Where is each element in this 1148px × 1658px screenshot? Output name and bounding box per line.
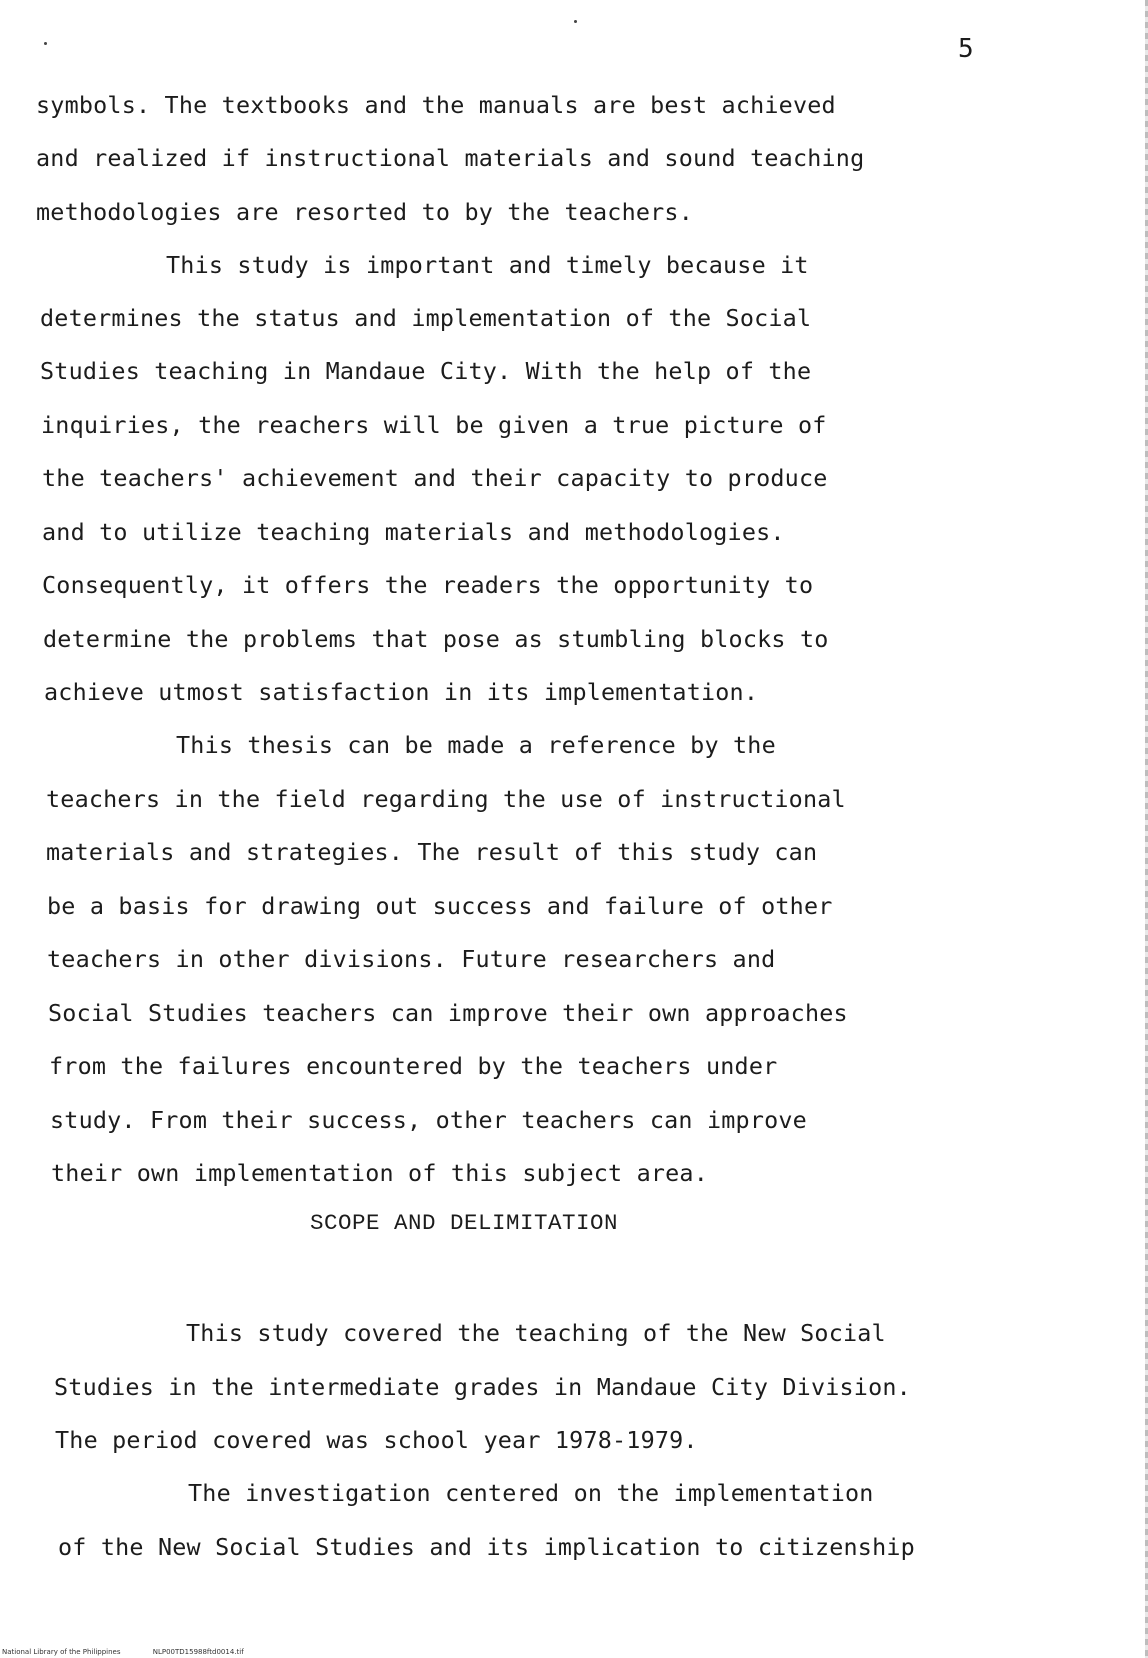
text-line: from the failures encountered by the teachers under (49, 1052, 778, 1080)
section-heading: SCOPE AND DELIMITATION (310, 1210, 619, 1236)
text-line: study. From their success, other teachers can improve (50, 1106, 807, 1134)
footer-library: National Library of the Philippines (2, 1648, 121, 1656)
text-line: Consequently, it offers the readers the opportunity to (42, 571, 814, 599)
text-line: This study is important and timely because it (166, 251, 809, 279)
scan-speck (44, 42, 47, 45)
text-line: achieve utmost satisfaction in its implementation. (44, 678, 759, 706)
scan-footer (2, 1648, 274, 1656)
text-line: This thesis can be made a reference by the (176, 731, 776, 759)
text-line: and to utilize teaching materials and methodologies. (42, 518, 785, 546)
text-line: determine the problems that pose as stumbling blocks to (43, 625, 829, 653)
text-line: be a basis for drawing out success and failure of other (47, 892, 833, 920)
text-line: symbols. The textbooks and the manuals are best achieved (36, 91, 836, 119)
text-line: Social Studies teachers can improve their own approaches (48, 999, 848, 1027)
text-line: their own implementation of this subject area. (51, 1159, 708, 1187)
text-line: This study covered the teaching of the New Social (186, 1319, 886, 1347)
text-line: teachers in other divisions. Future researchers and (47, 945, 776, 973)
text-line: The period covered was school year 1978-1979. (55, 1426, 698, 1454)
page-number: 5 (958, 34, 974, 64)
text-line: methodologies are resorted to by the teachers. (36, 198, 693, 226)
text-line: and realized if instructional materials and sound teaching (36, 144, 865, 172)
text-line: the teachers' achievement and their capacity to produce (42, 464, 828, 492)
scan-speck (574, 20, 577, 23)
text-line: inquiries, the reachers will be given a true picture of (41, 411, 827, 439)
text-line: materials and strategies. The result of this study can (46, 838, 818, 866)
footer-file-id: NLP00TD15988ftd0014.tif (152, 1648, 244, 1656)
text-line: teachers in the field regarding the use of instructional (46, 785, 846, 813)
text-line: Studies in the intermediate grades in Mandaue City Division. (54, 1373, 911, 1401)
text-line: determines the status and implementation of the Social (40, 304, 812, 332)
text-line: of the New Social Studies and its implication to citizenship (58, 1533, 915, 1561)
text-line: Studies teaching in Mandaue City. With the help of the (40, 357, 812, 385)
text-line: The investigation centered on the implementation (188, 1479, 874, 1507)
